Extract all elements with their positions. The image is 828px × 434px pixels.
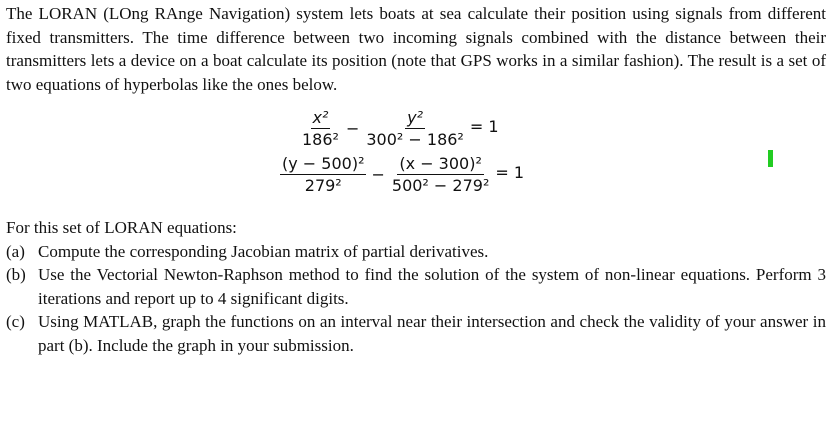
equation-1-denominator-1: 186² bbox=[302, 130, 339, 149]
equation-2-rhs: = 1 bbox=[495, 163, 525, 182]
question-text-c: Using MATLAB, graph the functions on an interval near their intersection and check the validity of your answer in part (b). Include the graph in your submission. bbox=[38, 312, 826, 355]
intro-paragraph: The LORAN (LOng RAnge Navigation) system lets boats at sea calculate their position using signals from different fixed transmitters. The time difference between two incoming signals combined with the distance between their transmitters lets a device on a boat calculate its position (note that GPS works in a similar fashion). The result is a set of two equations of hyperbolas like the ones below. bbox=[6, 4, 826, 94]
question-letter-c: (c) bbox=[6, 312, 25, 331]
question-text-a: Compute the corresponding Jacobian matrix of partial derivatives. bbox=[38, 241, 489, 261]
equation-2-numerator-1: (y − 500)² bbox=[282, 154, 365, 173]
equation-1-rhs: = 1 bbox=[469, 117, 499, 136]
equation-2-denominator-2: 500² − 279² bbox=[391, 176, 490, 195]
equation-2-denominator-1: 279² bbox=[304, 176, 342, 195]
equation-1-denominator-2: 300² − 186² bbox=[366, 130, 464, 149]
question-letter-a: (a) bbox=[6, 241, 25, 261]
question-text-b: Use the Vectorial Newton-Raphson method to find the solution of the system of non-linear equations. Perform 3 iterations and report up to 4 significant digits. bbox=[38, 265, 826, 308]
equation-2-operator: − bbox=[371, 165, 385, 184]
questions-section bbox=[6, 216, 826, 357]
equation-2-numerator-2: (x − 300)² bbox=[399, 154, 482, 173]
question-item-c bbox=[6, 310, 826, 357]
equation-1-numerator-1: x² bbox=[312, 108, 329, 127]
equation-1-fraction-1 bbox=[300, 107, 341, 150]
equation-2-fraction-2 bbox=[390, 153, 491, 196]
question-item-a bbox=[6, 240, 826, 264]
question-letter-b: (b) bbox=[6, 265, 26, 284]
equation-1 bbox=[300, 107, 499, 150]
question-item-b bbox=[6, 263, 826, 310]
equation-2-fraction-1 bbox=[280, 153, 366, 196]
equation-2 bbox=[280, 153, 524, 196]
text-cursor-marker bbox=[768, 150, 773, 167]
equation-1-numerator-2: y² bbox=[407, 108, 424, 127]
equation-1-operator: − bbox=[345, 119, 360, 138]
equation-1-fraction-2 bbox=[364, 107, 465, 150]
questions-heading: For this set of LORAN equations: bbox=[6, 218, 237, 237]
